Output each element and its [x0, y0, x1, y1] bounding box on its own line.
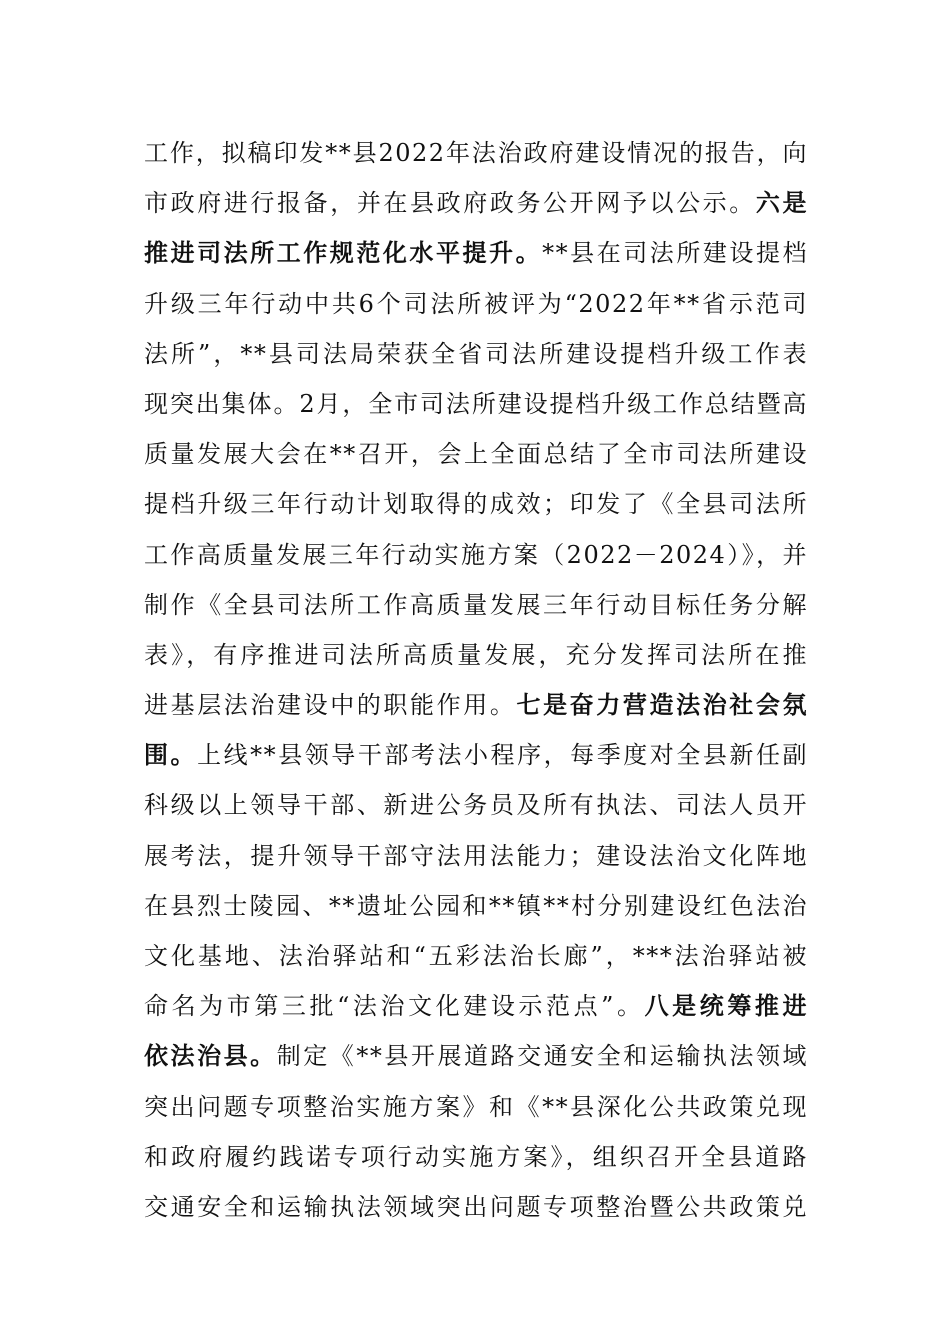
body-text-run: 文化基地、法治驿站和“五彩法治长廊”，***法治驿站被	[144, 942, 808, 970]
body-text-run: 上线**县领导干部考法小程序，每季度对全县新任副	[197, 741, 809, 770]
text-line	[144, 580, 808, 630]
body-text-run: 科级以上领导干部、新进公务员及所有执法、司法人员开	[144, 791, 808, 820]
bold-heading-text: 围。	[144, 741, 198, 770]
bold-heading-text: 七是奋力营造法治社会氛	[516, 691, 809, 720]
body-text-run: 提档升级三年行动计划取得的成效；印发了《全县司法所	[144, 490, 808, 519]
body-text-run: 和政府履约践诺专项行动实施方案》，组织召开全县道路	[144, 1142, 808, 1171]
body-text-run: 现突出集体。2月，全市司法所建设提档升级工作总结暨高	[144, 389, 808, 418]
text-line	[144, 630, 808, 680]
body-text-run: 命名为市第三批“法治文化建设示范点”。	[144, 992, 645, 1021]
body-text-run: 表》，有序推进司法所高质量发展，充分发挥司法所在推	[144, 640, 808, 669]
text-line	[144, 479, 808, 529]
text-line	[144, 831, 808, 881]
bold-heading-text: 推进司法所工作规范化水平提升。	[144, 239, 543, 268]
body-text-run: 质量发展大会在**召开，会上全面总结了全市司法所建设	[144, 440, 808, 469]
bold-heading-text: 依法治县。	[144, 1042, 277, 1071]
text-line	[144, 128, 808, 178]
text-line	[144, 881, 808, 931]
body-text-run: **县在司法所建设提档	[542, 239, 808, 268]
bold-heading-text: 八是统筹推进	[644, 992, 809, 1021]
bold-heading-text: 六是	[755, 189, 809, 218]
text-line	[144, 1082, 808, 1132]
body-text-run: 突出问题专项整治实施方案》和《**县深化公共政策兑现	[144, 1092, 808, 1121]
text-line	[144, 178, 808, 228]
text-line	[144, 530, 808, 580]
body-text-run: 升级三年行动中共6个司法所被评为“2022年**省示范司	[144, 289, 808, 318]
body-text-run: 制作《全县司法所工作高质量发展三年行动目标任务分解	[144, 590, 808, 619]
body-text-run: 工作高质量发展三年行动实施方案（2022－2024）》，并	[144, 540, 808, 569]
text-line	[144, 1132, 808, 1182]
body-text-run: 交通安全和运输执法领域突出问题专项整治暨公共政策兑	[144, 1192, 808, 1221]
body-text-run: 在县烈士陵园、**遗址公园和**镇**村分别建设红色法治	[144, 891, 808, 920]
body-text-run: 制定《**县开展道路交通安全和运输执法领域	[276, 1042, 809, 1071]
body-text-run: 市政府进行报备，并在县政府政务公开网予以公示。	[144, 189, 756, 218]
text-line	[144, 730, 808, 780]
body-text	[144, 128, 808, 1232]
text-line	[144, 981, 808, 1031]
text-line	[144, 1031, 808, 1081]
text-line	[144, 279, 808, 329]
body-text-run: 展考法，提升领导干部守法用法能力；建设法治文化阵地	[144, 841, 808, 870]
text-line	[144, 1182, 808, 1232]
body-text-run: 进基层法治建设中的职能作用。	[144, 691, 517, 720]
body-text-run: 工作，拟稿印发**县2022年法治政府建设情况的报告，向	[144, 139, 808, 167]
text-line	[144, 329, 808, 379]
text-line	[144, 780, 808, 830]
text-line	[144, 228, 808, 278]
body-text-run: 法所”，**县司法局荣获全省司法所建设提档升级工作表	[144, 339, 808, 368]
text-line	[144, 931, 808, 981]
text-line	[144, 379, 808, 429]
text-line	[144, 680, 808, 730]
text-line	[144, 429, 808, 479]
